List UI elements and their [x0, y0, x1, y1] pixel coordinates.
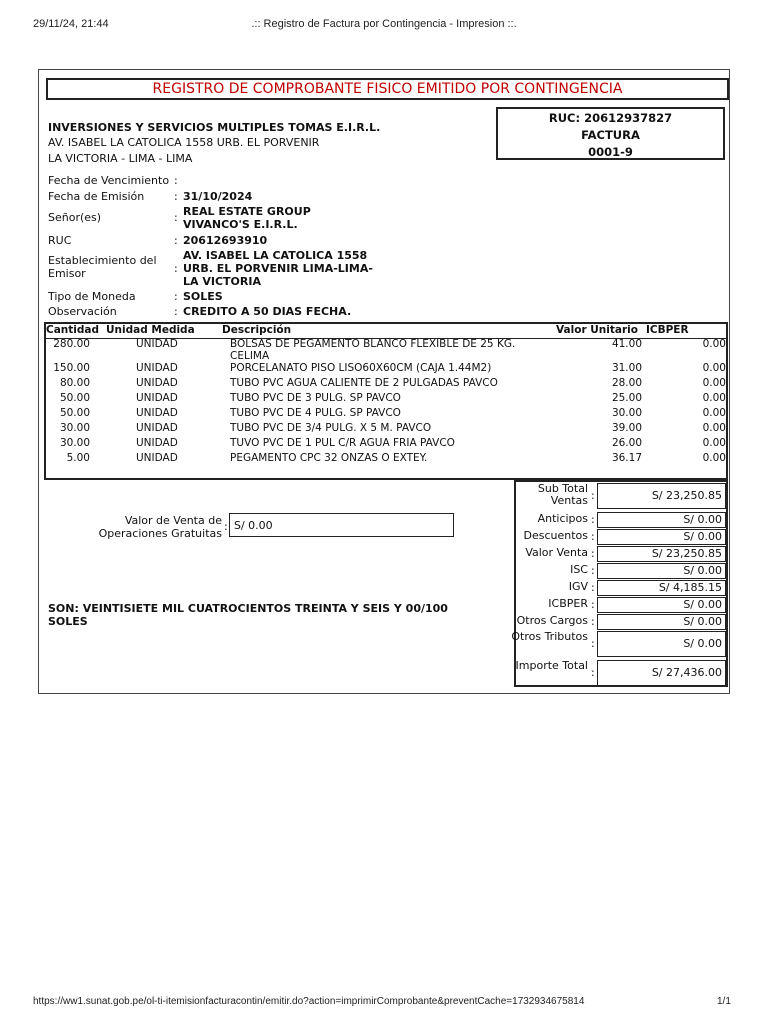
total-value: S/ 23,250.85 — [597, 483, 726, 509]
cell-valor-unitario: 41.00 — [611, 338, 642, 350]
field-label-establecimiento: Establecimiento del Emisor — [48, 254, 157, 280]
field-label-vencimiento: Fecha de Vencimiento — [48, 174, 170, 187]
cell-valor-unitario: 25.00 — [611, 392, 642, 404]
gratuitas-label: Valor de Venta de Operaciones Gratuitas — [98, 514, 222, 540]
cell-icbper: 0.00 — [702, 452, 726, 464]
total-value: S/ 0.00 — [597, 529, 726, 545]
total-label: Descuentos — [523, 529, 588, 542]
total-value: S/ 0.00 — [597, 512, 726, 528]
cell-cantidad: 280.00 — [53, 338, 90, 350]
table-row — [44, 338, 728, 362]
gratuitas-value: S/ 0.00 — [229, 513, 454, 537]
cell-valor-unitario: 36.17 — [611, 452, 642, 464]
cell-descripcion: TUBO PVC AGUA CALIENTE DE 2 PULGADAS PAVCO — [230, 377, 498, 389]
print-page-title: .:: Registro de Factura por Contingencia - Impresion ::. — [251, 18, 517, 30]
total-value: S/ 27,436.00 — [597, 660, 726, 686]
items-table-body — [44, 338, 728, 467]
total-label: Importe Total — [515, 659, 588, 672]
total-label: Valor Venta — [525, 546, 588, 559]
table-row — [44, 407, 728, 422]
total-colon: : — [591, 489, 595, 502]
cell-cantidad: 30.00 — [59, 437, 90, 449]
field-label-senor: Señor(es) — [48, 211, 102, 224]
field-value-ruc: 20612693910 — [183, 234, 268, 247]
total-label: IGV — [568, 580, 588, 593]
amount-in-words: SON: VEINTISIETE MIL CUATROCIENTOS TREINTA Y SEIS Y 00/100 SOLES — [48, 602, 448, 628]
col-header-icbper: ICBPER — [646, 324, 689, 336]
total-value: S/ 0.00 — [597, 631, 726, 657]
table-row — [44, 362, 728, 377]
total-label: ISC — [570, 563, 588, 576]
cell-unidad: UNIDAD — [136, 407, 178, 419]
cell-unidad: UNIDAD — [136, 452, 178, 464]
col-header-descripcion: Descripción — [222, 324, 292, 336]
field-colon: : — [174, 234, 178, 247]
total-colon: : — [591, 581, 595, 594]
field-value-senor: REAL ESTATE GROUP VIVANCO'S E.I.R.L. — [183, 205, 311, 231]
table-row — [44, 452, 728, 467]
table-row — [44, 437, 728, 452]
field-colon: : — [174, 211, 178, 224]
total-label: ICBPER — [548, 597, 588, 610]
field-label-moneda: Tipo de Moneda — [48, 290, 136, 303]
cell-descripcion: PEGAMENTO CPC 32 ONZAS O EXTEY. — [230, 452, 428, 464]
total-label: Otros Tributos — [511, 630, 588, 643]
document-title: REGISTRO DE COMPROBANTE FISICO EMITIDO POR CONTINGENCIA — [46, 78, 729, 100]
cell-descripcion: BOLSAS DE PEGAMENTO BLANCO FLEXIBLE DE 25 KG. CELIMA — [230, 338, 516, 362]
cell-icbper: 0.00 — [702, 377, 726, 389]
cell-icbper: 0.00 — [702, 422, 726, 434]
field-value-observacion: CREDITO A 50 DIAS FECHA. — [183, 305, 352, 318]
document-number: 0001-9 — [588, 145, 633, 159]
cell-icbper: 0.00 — [702, 392, 726, 404]
col-header-unidad: Unidad Medida — [106, 324, 195, 336]
field-colon: : — [174, 262, 178, 275]
cell-valor-unitario: 28.00 — [611, 377, 642, 389]
total-value: S/ 23,250.85 — [597, 546, 726, 562]
total-colon: : — [591, 547, 595, 560]
total-label: Otros Cargos — [516, 614, 588, 627]
total-colon: : — [591, 637, 595, 650]
gratuitas-colon: : — [224, 520, 228, 533]
field-colon: : — [174, 290, 178, 303]
cell-unidad: UNIDAD — [136, 377, 178, 389]
field-label-observacion: Observación — [48, 305, 117, 318]
ruc-box — [496, 107, 725, 160]
cell-unidad: UNIDAD — [136, 362, 178, 374]
issuer-name: INVERSIONES Y SERVICIOS MULTIPLES TOMAS E.I.R.L. — [48, 121, 381, 134]
table-row — [44, 392, 728, 407]
cell-valor-unitario: 26.00 — [611, 437, 642, 449]
col-header-cantidad: Cantidad — [46, 324, 100, 336]
issuer-ruc: RUC: 20612937827 — [548, 111, 673, 125]
print-datetime: 29/11/24, 21:44 — [33, 18, 109, 30]
cell-cantidad: 50.00 — [59, 407, 90, 419]
total-colon: : — [591, 598, 595, 611]
total-colon: : — [591, 564, 595, 577]
field-label-emision: Fecha de Emisión — [48, 190, 145, 203]
field-value-establecimiento: AV. ISABEL LA CATOLICA 1558 URB. EL PORVENIR LIMA-LIMA-LA VICTORIA — [183, 249, 373, 288]
field-value-moneda: SOLES — [183, 290, 223, 303]
cell-cantidad: 30.00 — [59, 422, 90, 434]
cell-icbper: 0.00 — [702, 437, 726, 449]
total-label: Sub Total Ventas — [537, 482, 588, 507]
cell-unidad: UNIDAD — [136, 422, 178, 434]
table-row — [44, 377, 728, 392]
cell-icbper: 0.00 — [702, 362, 726, 374]
cell-cantidad: 150.00 — [53, 362, 90, 374]
document-type: FACTURA — [581, 128, 640, 142]
field-colon: : — [174, 190, 178, 203]
field-value-emision: 31/10/2024 — [183, 190, 253, 203]
issuer-address-line1: AV. ISABEL LA CATOLICA 1558 URB. EL PORVENIR — [48, 136, 320, 149]
items-table-header-row — [44, 322, 728, 338]
cell-valor-unitario: 31.00 — [611, 362, 642, 374]
cell-descripcion: TUBO PVC DE 4 PULG. SP PAVCO — [230, 407, 401, 419]
total-colon: : — [591, 666, 595, 679]
total-label: Anticipos — [537, 512, 588, 525]
col-header-valor-unitario: Valor Unitario — [556, 324, 638, 336]
print-page-number: 1/1 — [717, 996, 731, 1007]
print-url: https://ww1.sunat.gob.pe/ol-ti-itemisionfacturacontin/emitir.do?action=imprimirComprobante&preventCache=1732934675814 — [33, 996, 585, 1007]
cell-icbper: 0.00 — [702, 407, 726, 419]
total-colon: : — [591, 530, 595, 543]
cell-descripcion: PORCELANATO PISO LISO60X60CM (CAJA 1.44M2) — [230, 362, 492, 374]
cell-cantidad: 80.00 — [59, 377, 90, 389]
cell-cantidad: 5.00 — [66, 452, 90, 464]
total-value: S/ 0.00 — [597, 597, 726, 613]
cell-unidad: UNIDAD — [136, 338, 178, 350]
total-value: S/ 0.00 — [597, 563, 726, 579]
cell-icbper: 0.00 — [702, 338, 726, 350]
cell-valor-unitario: 30.00 — [611, 407, 642, 419]
cell-unidad: UNIDAD — [136, 392, 178, 404]
field-colon: : — [174, 174, 178, 187]
items-table — [44, 322, 728, 467]
cell-cantidad: 50.00 — [59, 392, 90, 404]
cell-descripcion: TUBO PVC DE 3 PULG. SP PAVCO — [230, 392, 401, 404]
table-row — [44, 422, 728, 437]
total-colon: : — [591, 513, 595, 526]
cell-unidad: UNIDAD — [136, 437, 178, 449]
field-colon: : — [174, 305, 178, 318]
total-value: S/ 0.00 — [597, 614, 726, 630]
cell-descripcion: TUVO PVC DE 1 PUL C/R AGUA FRIA PAVCO — [230, 437, 455, 449]
field-label-ruc: RUC — [48, 234, 72, 247]
issuer-address-line2: LA VICTORIA - LIMA - LIMA — [48, 152, 193, 165]
total-colon: : — [591, 615, 595, 628]
cell-descripcion: TUBO PVC DE 3/4 PULG. X 5 M. PAVCO — [230, 422, 432, 434]
total-value: S/ 4,185.15 — [597, 580, 726, 596]
cell-valor-unitario: 39.00 — [611, 422, 642, 434]
